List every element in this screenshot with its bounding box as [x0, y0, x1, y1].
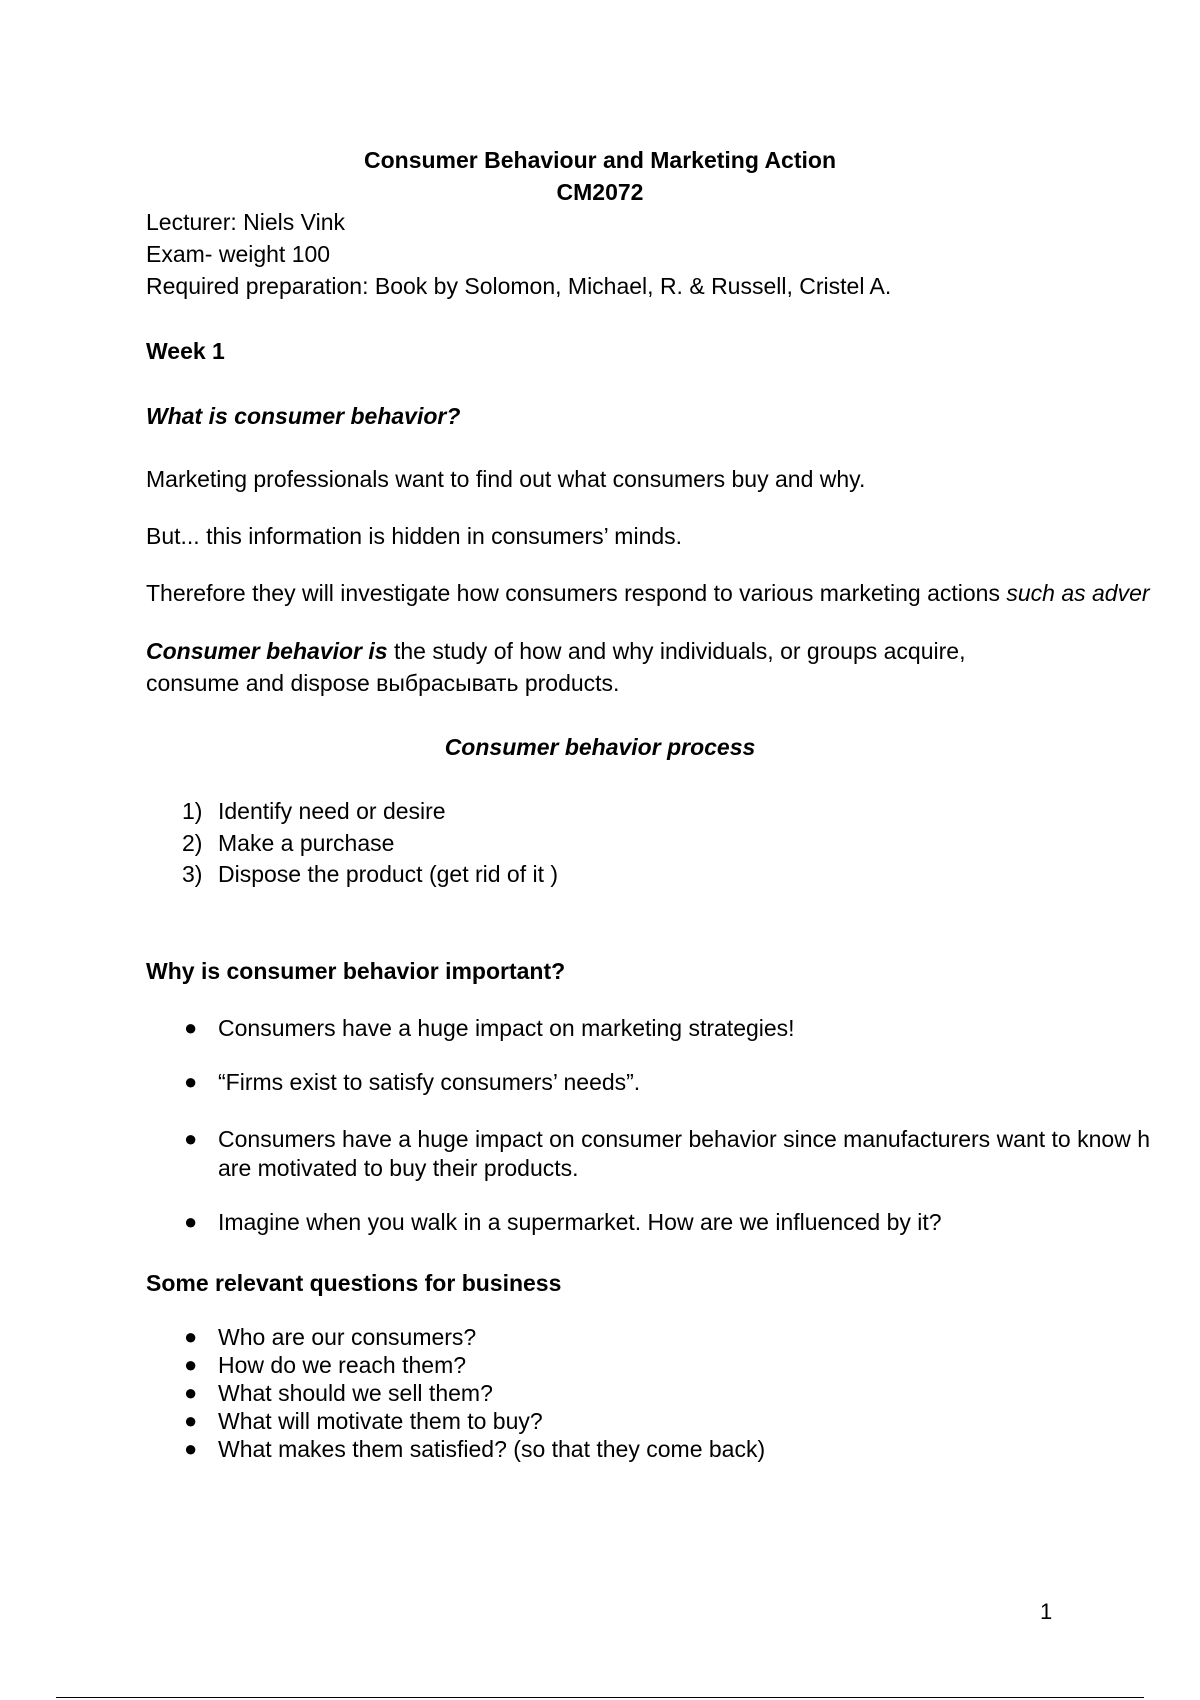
list-number: 2) — [182, 830, 203, 856]
list-number: 3) — [182, 861, 203, 887]
document-title: Consumer Behaviour and Marketing Action — [364, 147, 836, 173]
paragraph-3-text: Therefore they will investigate how consumers respond to various marketing actions — [146, 580, 1007, 606]
list-item-text: Consumers have a huge impact on marketing strategies! — [218, 1015, 795, 1041]
list-number: 1) — [182, 798, 203, 824]
list-item-text: Imagine when you walk in a supermarket. How are we influenced by it? — [218, 1209, 942, 1235]
definition-line-2: consume and dispose выбрасывать products. — [146, 670, 620, 696]
paragraph-2: But... this information is hidden in consumers’ minds. — [146, 523, 683, 549]
bullet-icon: ● — [184, 1015, 198, 1040]
bullet-icon: ● — [184, 1352, 198, 1377]
bullet-icon: ● — [184, 1380, 198, 1405]
bullet-icon: ● — [184, 1408, 198, 1433]
preparation-line: Required preparation: Book by Solomon, Michael, R. & Russell, Cristel A. — [146, 273, 892, 299]
bullet-icon: ● — [184, 1436, 198, 1461]
list-item-text: What will motivate them to buy? — [218, 1408, 543, 1434]
page-number: 1 — [1040, 1599, 1053, 1624]
definition-term: Consumer behavior is — [146, 638, 388, 664]
list-item-text: Who are our consumers? — [218, 1324, 477, 1350]
course-code: CM2072 — [556, 179, 644, 205]
paragraph-3-italic: such as adver — [1006, 580, 1150, 606]
definition-text: the study of how and why individuals, or groups acquire, — [387, 638, 966, 664]
exam-line: Exam- weight 100 — [146, 241, 331, 267]
week-heading: Week 1 — [146, 338, 225, 364]
business-heading: Some relevant questions for business — [146, 1270, 562, 1296]
definition-line-1 — [146, 636, 965, 666]
paragraph-3 — [146, 578, 1150, 608]
list-item-text: What makes them satisfied? (so that they come back) — [218, 1436, 766, 1462]
paragraph-1: Marketing professionals want to find out what consumers buy and why. — [146, 466, 866, 492]
list-item-text: Identify need or desire — [218, 798, 446, 824]
bullet-icon: ● — [184, 1069, 198, 1094]
bullet-icon: ● — [184, 1209, 198, 1234]
list-item-text: Make a purchase — [218, 830, 395, 856]
list-item-text: “Firms exist to satisfy consumers’ needs”. — [218, 1069, 641, 1095]
list-item-text-continued: are motivated to buy their products. — [218, 1155, 579, 1181]
bullet-icon: ● — [184, 1126, 198, 1151]
bullet-icon: ● — [184, 1324, 198, 1349]
page-bottom-divider — [56, 1697, 1144, 1698]
importance-heading: Why is consumer behavior important? — [146, 958, 566, 984]
list-item-text: How do we reach them? — [218, 1352, 467, 1378]
lecturer-line: Lecturer: Niels Vink — [146, 209, 345, 235]
list-item-text: What should we sell them? — [218, 1380, 493, 1406]
list-item-text: Dispose the product (get rid of it ) — [218, 861, 559, 887]
list-item-text: Consumers have a huge impact on consumer behavior since manufacturers want to know h — [218, 1126, 1150, 1152]
section-heading-what-is: What is consumer behavior? — [146, 403, 461, 429]
process-heading: Consumer behavior process — [444, 734, 756, 760]
